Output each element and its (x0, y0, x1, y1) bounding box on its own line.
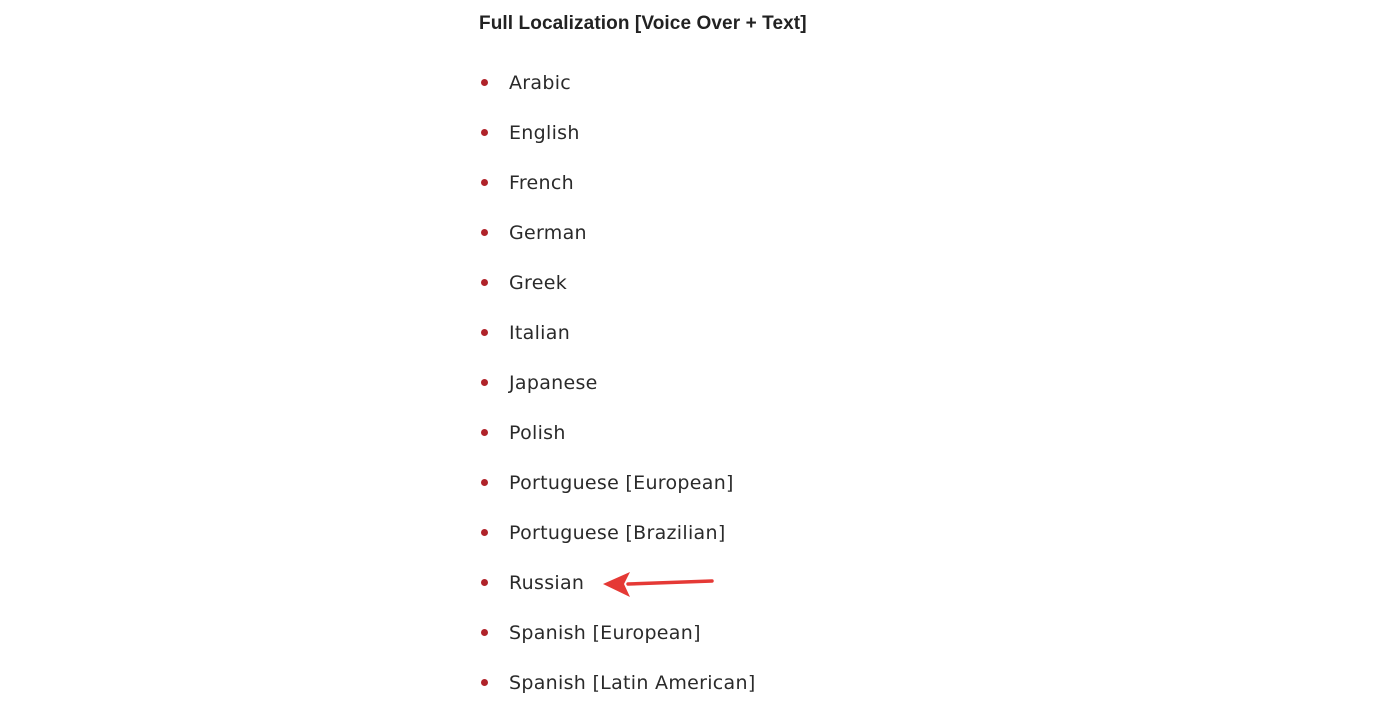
bullet-icon (481, 679, 488, 686)
language-label: Spanish [European] (509, 622, 701, 644)
language-label: English (509, 122, 580, 144)
bullet-icon (481, 529, 488, 536)
bullet-icon (481, 229, 488, 236)
language-label: French (509, 172, 574, 194)
bullet-icon (481, 329, 488, 336)
bullet-icon (481, 179, 488, 186)
language-label: Portuguese [Brazilian] (509, 522, 726, 544)
language-label: Polish (509, 422, 566, 444)
bullet-icon (481, 279, 488, 286)
language-label: Greek (509, 272, 567, 294)
bullet-icon (481, 479, 488, 486)
bullet-icon (481, 79, 488, 86)
bullet-icon (481, 379, 488, 386)
bullet-icon (481, 579, 488, 586)
language-label: German (509, 222, 587, 244)
language-label: Portuguese [European] (509, 472, 734, 494)
language-label: Russian (509, 572, 585, 594)
bullet-icon (481, 129, 488, 136)
section-heading: Full Localization [Voice Over + Text] (479, 13, 807, 34)
bullet-icon (481, 629, 488, 636)
language-label: Spanish [Latin American] (509, 672, 756, 694)
language-label: Italian (509, 322, 571, 344)
language-label: Arabic (509, 72, 572, 94)
language-label: Japanese (509, 372, 598, 394)
arrow-left-icon (600, 568, 718, 600)
bullet-icon (481, 429, 488, 436)
